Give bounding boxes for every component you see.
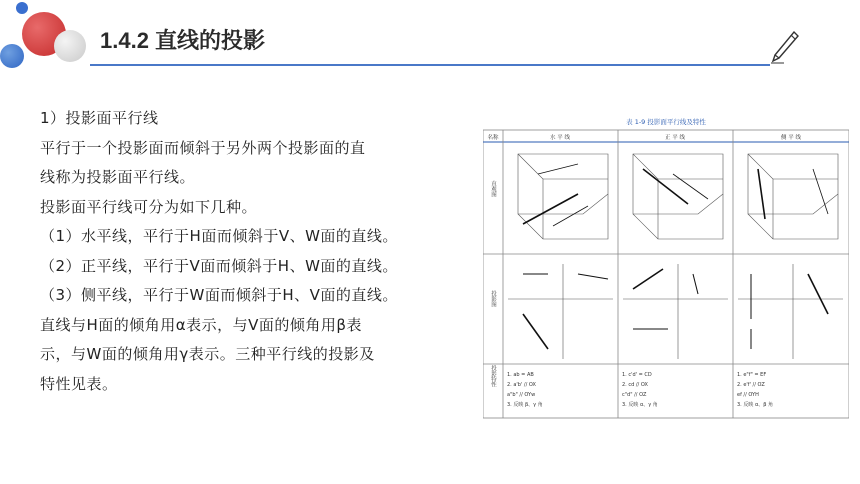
row-label: 直观图: [490, 180, 496, 198]
text-line: 示，与W面的倾角用γ表示。三种平行线的投影及: [40, 345, 375, 363]
row-label: 投影图: [490, 290, 496, 308]
text-line: 直线与H面的倾角用α表示，与V面的倾角用β表: [40, 315, 363, 334]
projection-view-horizontal: [508, 264, 613, 359]
pencil-icon: [770, 30, 800, 64]
prop-line: 3. 反映 α、β 角: [737, 402, 774, 408]
table-header-col: 侧 平 线: [781, 135, 801, 141]
text-line: （3）侧平线，平行于W面而倾斜于H、V面的直线。: [40, 286, 398, 304]
page-title: 1.4.2 直线的投影: [100, 28, 266, 53]
text-line: 特性见表。: [40, 374, 118, 393]
text-line: 平行于一个投影面而倾斜于另外两个投影面的直: [40, 138, 366, 157]
prop-line: a"b" // OYw: [507, 392, 536, 398]
isometric-view-frontal: [633, 154, 723, 239]
isometric-view-horizontal: [518, 154, 608, 239]
title-underline: [90, 64, 770, 66]
prop-line: ef // OYH: [737, 392, 759, 398]
body-text: [40, 104, 470, 399]
decor-circle-blue: [0, 44, 24, 68]
prop-line: 1. e"f" = EF: [737, 372, 767, 378]
table-header-name: 名称: [487, 135, 499, 141]
prop-line: 1. c'd' = CD: [622, 372, 652, 378]
decor-dot-blue: [16, 2, 28, 14]
prop-line: 3. 反映 β、γ 角: [507, 402, 543, 408]
projection-table: [483, 114, 849, 420]
table-caption: 表 1-9 投影面平行线及特性: [626, 118, 706, 126]
prop-line: c"d" // OZ: [622, 392, 647, 398]
text-line: 投影面平行线可分为如下几种。: [40, 197, 258, 216]
decor-circle-gray: [54, 30, 86, 62]
prop-line: 3. 反映 α、γ 角: [622, 402, 658, 408]
text-line: 1）投影面平行线: [40, 109, 159, 127]
table-header-col: 正 平 线: [665, 135, 685, 141]
row-label: 投影特性: [490, 365, 496, 387]
projection-view-frontal: [623, 264, 728, 359]
text-line: （1）水平线，平行于H面而倾斜于V、W面的直线。: [40, 227, 398, 245]
table-header-col: 水 平 线: [550, 135, 570, 141]
prop-line: 2. cd // OX: [622, 382, 648, 388]
text-line: 线称为投影面平行线。: [40, 168, 196, 186]
prop-line: 2. e'f' // OZ: [737, 382, 765, 388]
prop-line: 2. a'b' // OX: [507, 382, 536, 388]
isometric-view-profile: [748, 154, 838, 239]
projection-view-profile: [738, 264, 843, 359]
prop-line: 1. ab = AB: [507, 372, 534, 378]
text-line: （2）正平线，平行于V面而倾斜于H、W面的直线。: [40, 256, 398, 275]
